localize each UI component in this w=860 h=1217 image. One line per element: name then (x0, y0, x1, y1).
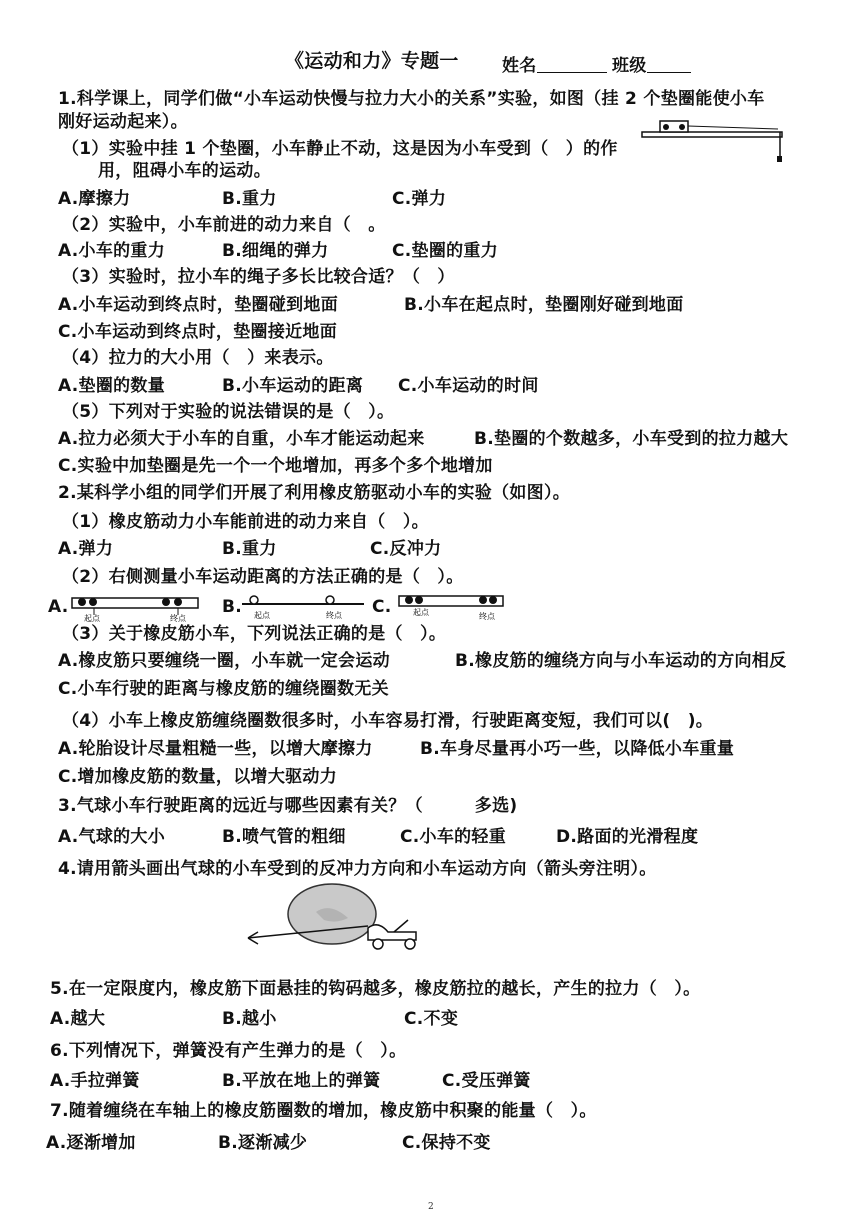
q1-stem: 1.科学课上，同学们做“小车运动快慢与拉力大小的关系”实验，如图（挂 2 个垫圈能使小车 (58, 89, 765, 109)
q6-option-c[interactable]: C.受压弹簧 (442, 1071, 531, 1091)
q3-option-b[interactable]: B.喷气管的粗细 (222, 827, 346, 847)
measure-figure-c (395, 584, 510, 624)
q1-s1-option-b[interactable]: B.重力 (222, 189, 277, 209)
page-title: 《运动和力》专题一 (285, 50, 459, 72)
q1-s3: （3）实验时，拉小车的绳子多长比较合适？（ ） (62, 267, 455, 287)
measure-figure-b (240, 588, 370, 624)
q2-s4-option-b[interactable]: B.车身尽量再小巧一些，以降低小车重量 (420, 739, 735, 759)
q6-option-b[interactable]: B.平放在地上的弹簧 (222, 1071, 381, 1091)
q5-stem: 5.在一定限度内，橡皮筋下面悬挂的钩码越多，橡皮筋拉的越长，产生的拉力（ ）。 (50, 979, 701, 999)
q5-option-c[interactable]: C.不变 (404, 1009, 459, 1029)
q2-s4-option-a[interactable]: A.轮胎设计尽量粗糙一些，以增大摩擦力 (58, 739, 373, 759)
q1-s4: （4）拉力的大小用（ ）来表示。 (62, 348, 334, 368)
q2-s2-option-c[interactable]: C. (372, 597, 392, 617)
washer (777, 156, 782, 162)
q1-s5: （5）下列对于实验的说法错误的是（ ）。 (62, 402, 395, 422)
q3-stem: 3.气球小车行驶距离的远近与哪些因素有关？（ 多选) (58, 796, 518, 816)
q2-s3-option-c[interactable]: C.小车行驶的距离与橡皮筋的缠绕圈数无关 (58, 679, 389, 699)
q1-s3-option-b[interactable]: B.小车在起点时，垫圈刚好碰到地面 (404, 295, 684, 315)
q1-s2-option-a[interactable]: A.小车的重力 (58, 241, 166, 261)
q5-option-b[interactable]: B.越小 (222, 1009, 277, 1029)
q2-s4-option-c[interactable]: C.增加橡皮筋的数量，以增大驱动力 (58, 767, 338, 787)
q5-option-a[interactable]: A.越大 (50, 1009, 106, 1029)
q2-s3: （3）关于橡皮筋小车，下列说法正确的是（ ）。 (62, 624, 447, 644)
svg-text:终点: 终点 (326, 611, 342, 620)
measure-figure-a (70, 588, 210, 624)
q3-option-d[interactable]: D.路面的光滑程度 (556, 827, 699, 847)
q2-s2: （2）右侧测量小车运动距离的方法正确的是（ ）。 (62, 567, 464, 587)
q6-option-a[interactable]: A.手拉弹簧 (50, 1071, 140, 1091)
q2-s2-option-b[interactable]: B. (222, 597, 243, 617)
q1-s2: （2）实验中，小车前进的动力来自（ 。 (62, 215, 386, 235)
q1-s4-option-b[interactable]: B.小车运动的距离 (222, 376, 364, 396)
q1-s1-option-a[interactable]: A.摩擦力 (58, 189, 131, 209)
q1-s1-option-c[interactable]: C.弹力 (392, 189, 447, 209)
svg-text:起点: 起点 (84, 614, 100, 623)
q1-s3-option-a[interactable]: A.小车运动到终点时，垫圈碰到地面 (58, 295, 339, 315)
q2-s3-option-b[interactable]: B.橡皮筋的缠绕方向与小车运动的方向相反 (455, 651, 787, 671)
q1-s2-option-b[interactable]: B.细绳的弹力 (222, 241, 329, 261)
class-label: 班级 (612, 55, 691, 77)
q7-option-b[interactable]: B.逐渐减少 (218, 1133, 308, 1153)
q1-s5-option-a[interactable]: A.拉力必须大于小车的自重，小车才能运动起来 (58, 429, 425, 449)
q3-option-a[interactable]: A.气球的大小 (58, 827, 166, 847)
q3-option-c[interactable]: C.小车的轻重 (400, 827, 507, 847)
svg-text:起点: 起点 (413, 608, 429, 617)
q2-s1: （1）橡皮筋动力小车能前进的动力来自（ ）。 (62, 512, 429, 532)
page-number: 2 (428, 1202, 434, 1212)
q1-stem-cont: 刚好运动起来）。 (58, 112, 188, 132)
q1-s4-option-c[interactable]: C.小车运动的时间 (398, 376, 539, 396)
svg-text:终点: 终点 (170, 614, 186, 623)
q1-s5-option-c[interactable]: C.实验中加垫圈是先一个一个地增加，再多个多个地增加 (58, 456, 493, 476)
svg-text:起点: 起点 (254, 611, 270, 620)
q6-stem: 6.下列情况下，弹簧没有产生弹力的是（ ）。 (50, 1041, 407, 1061)
cart-body (368, 925, 416, 940)
class-field[interactable] (647, 56, 691, 73)
q2-s4: （4）小车上橡皮筋缠绕圈数很多时，小车容易打滑，行驶距离变短，我们可以( )。 (62, 711, 714, 731)
q1-s2-option-c[interactable]: C.垫圈的重力 (392, 241, 499, 261)
q2-s3-option-a[interactable]: A.橡皮筋只要缠绕一圈，小车就一定会运动 (58, 651, 390, 671)
q1-s5-option-b[interactable]: B.垫圈的个数越多，小车受到的拉力越大 (474, 429, 789, 449)
cart-pulley-figure (640, 112, 786, 192)
cart-wheel (663, 124, 669, 130)
q4-stem: 4.请用箭头画出气球的小车受到的反冲力方向和小车运动方向（箭头旁注明）。 (58, 859, 657, 879)
q7-option-a[interactable]: A.逐渐增加 (46, 1133, 136, 1153)
q2-s1-option-c[interactable]: C.反冲力 (370, 539, 442, 559)
wheel (405, 939, 415, 949)
q1-s1: （1）实验中挂 1 个垫圈，小车静止不动，这是因为小车受到（ ）的作 (62, 139, 618, 159)
wheel (373, 939, 383, 949)
q1-s4-option-a[interactable]: A.垫圈的数量 (58, 376, 166, 396)
q1-s1-cont: 用，阻碍小车的运动。 (98, 161, 271, 181)
svg-text:终点: 终点 (479, 612, 495, 621)
q2-stem: 2.某科学小组的同学们开展了利用橡皮筋驱动小车的实验（如图）。 (58, 483, 571, 503)
q1-s3-option-c[interactable]: C.小车运动到终点时，垫圈接近地面 (58, 322, 338, 342)
string (688, 126, 778, 129)
q7-option-c[interactable]: C.保持不变 (402, 1133, 491, 1153)
q2-s1-option-a[interactable]: A.弹力 (58, 539, 114, 559)
q2-s2-option-a[interactable]: A. (48, 597, 69, 617)
q2-s1-option-b[interactable]: B.重力 (222, 539, 277, 559)
name-field[interactable] (537, 56, 607, 73)
cart-wheel (679, 124, 685, 130)
balloon-cart-figure[interactable] (244, 880, 439, 962)
name-label: 姓名 (502, 55, 607, 77)
q7-stem: 7.随着缠绕在车轴上的橡皮筋圈数的增加，橡皮筋中积聚的能量（ ）。 (50, 1101, 597, 1121)
